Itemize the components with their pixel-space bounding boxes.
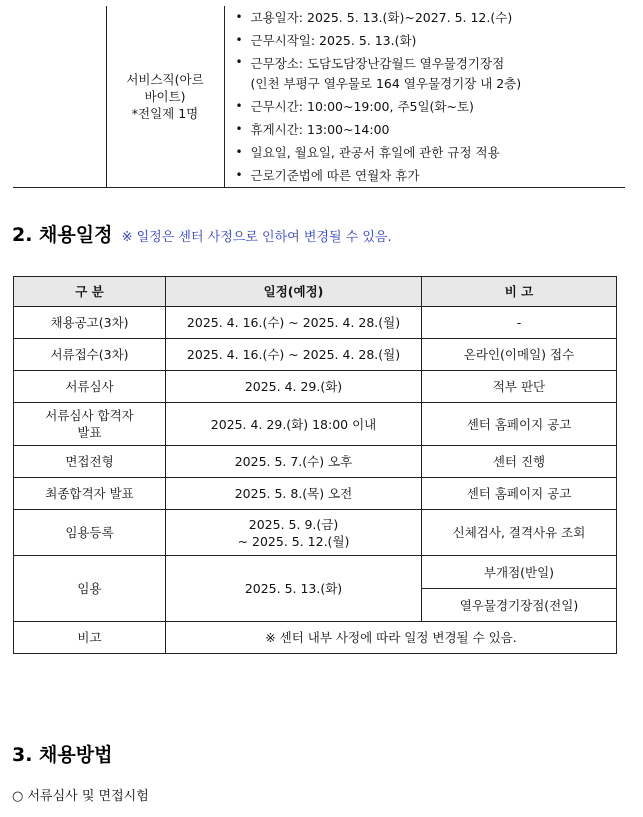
schedule-row: [14, 478, 617, 510]
condition-text: 근로기준법에 따른 연월차 휴가: [250, 168, 420, 183]
schedule-date-line: ~ 2025. 5. 12.(월): [237, 533, 350, 549]
footer-note: ※ 센터 내부 사정에 따라 일정 변경될 수 있음.: [166, 622, 617, 654]
schedule-date-line: 2025. 5. 9.(금): [248, 516, 339, 532]
appointment-row: [14, 556, 617, 589]
appointment-label: 임용: [14, 556, 166, 622]
condition-item: [235, 29, 626, 52]
schedule-date: [166, 510, 422, 556]
schedule-date: 2025. 4. 16.(수) ~ 2025. 4. 28.(월): [166, 307, 422, 339]
condition-item: [235, 6, 626, 29]
schedule-row: [14, 339, 617, 371]
schedule-header-row: [14, 277, 617, 307]
schedule-remark: 신체검사, 결격사유 조회: [422, 510, 617, 556]
schedule-label: 최종합격자 발표: [14, 478, 166, 510]
section-2-note: ※ 일정은 센터 사정으로 인하여 변경될 수 있음.: [121, 230, 392, 245]
schedule-date: 2025. 4. 29.(화): [166, 371, 422, 403]
schedule-label: 임용등록: [14, 510, 166, 556]
schedule-label-line: 서류심사 합격자: [45, 408, 134, 423]
condition-text: 일요일, 월요일, 관공서 휴일에 관한 규정 적용: [250, 145, 500, 160]
condition-text: 근무시작일: 2025. 5. 13.(화): [250, 33, 417, 48]
condition-text: 고용일자: 2025. 5. 13.(화)~2027. 5. 12.(수): [250, 10, 513, 25]
schedule-date: 2025. 5. 7.(수) 오후: [166, 446, 422, 478]
role-line: *전일제 1명: [131, 106, 199, 121]
schedule-header: 구 분: [14, 277, 166, 307]
appointment-remark: 열우물경기장점(전일): [422, 589, 617, 622]
role-line: 서비스직(아르: [126, 72, 204, 87]
schedule-date: 2025. 4. 16.(수) ~ 2025. 4. 28.(월): [166, 339, 422, 371]
appointment-date: 2025. 5. 13.(화): [166, 556, 422, 622]
schedule-remark: 온라인(이메일) 접수: [422, 339, 617, 371]
schedule-header: 일정(예정): [166, 277, 422, 307]
condition-item: [235, 118, 626, 141]
conditions-list: [235, 6, 626, 187]
schedule-footer-row: [14, 622, 617, 654]
schedule-label-line: 발표: [77, 425, 102, 440]
schedule-row: [14, 403, 617, 446]
condition-item: [235, 164, 626, 187]
schedule-remark: 센터 진행: [422, 446, 617, 478]
appointment-remark: 부개점(반일): [422, 556, 617, 589]
schedule-table: [13, 276, 617, 654]
schedule-remark: 센터 홈페이지 공고: [422, 478, 617, 510]
position-details-table: [13, 6, 625, 188]
schedule-label: 채용공고(3차): [14, 307, 166, 339]
schedule-row: [14, 307, 617, 339]
method-bullet: ○ 서류심사 및 면접시험: [12, 789, 149, 804]
position-empty-cell: [13, 6, 106, 188]
schedule-label: 서류접수(3차): [14, 339, 166, 371]
schedule-label: [14, 403, 166, 446]
schedule-remark: 적부 판단: [422, 371, 617, 403]
role-line: 바이트): [144, 89, 186, 104]
schedule-header: 비 고: [422, 277, 617, 307]
footer-label: 비고: [14, 622, 166, 654]
condition-item: [235, 52, 626, 95]
schedule-remark: -: [422, 307, 617, 339]
schedule-date: 2025. 5. 8.(목) 오전: [166, 478, 422, 510]
condition-text: • 근무장소: 도담도담장난감월드 열우물경기장점: [250, 56, 505, 71]
condition-text: 휴게시간: 13:00~14:00: [250, 122, 390, 137]
condition-text: 근무시간: 10:00~19:00, 주5일(화~토): [250, 99, 474, 114]
schedule-row: [14, 510, 617, 556]
schedule-label: 면접전형: [14, 446, 166, 478]
section-3-header: [12, 740, 112, 767]
schedule-remark: 센터 홈페이지 공고: [422, 403, 617, 446]
position-conditions-cell: [224, 6, 625, 188]
section-2-header: [12, 220, 392, 247]
condition-text: (인천 부평구 열우물로 164 열우물경기장 내 2층): [250, 76, 522, 91]
schedule-row: [14, 371, 617, 403]
section-2-title: 2. 채용일정: [12, 224, 113, 246]
section-3-title: 3. 채용방법: [12, 744, 113, 766]
condition-item: [235, 141, 626, 164]
schedule-row: [14, 446, 617, 478]
schedule-date: 2025. 4. 29.(화) 18:00 이내: [166, 403, 422, 446]
schedule-label: 서류심사: [14, 371, 166, 403]
condition-item: [235, 95, 626, 118]
position-role-cell: [106, 6, 224, 188]
